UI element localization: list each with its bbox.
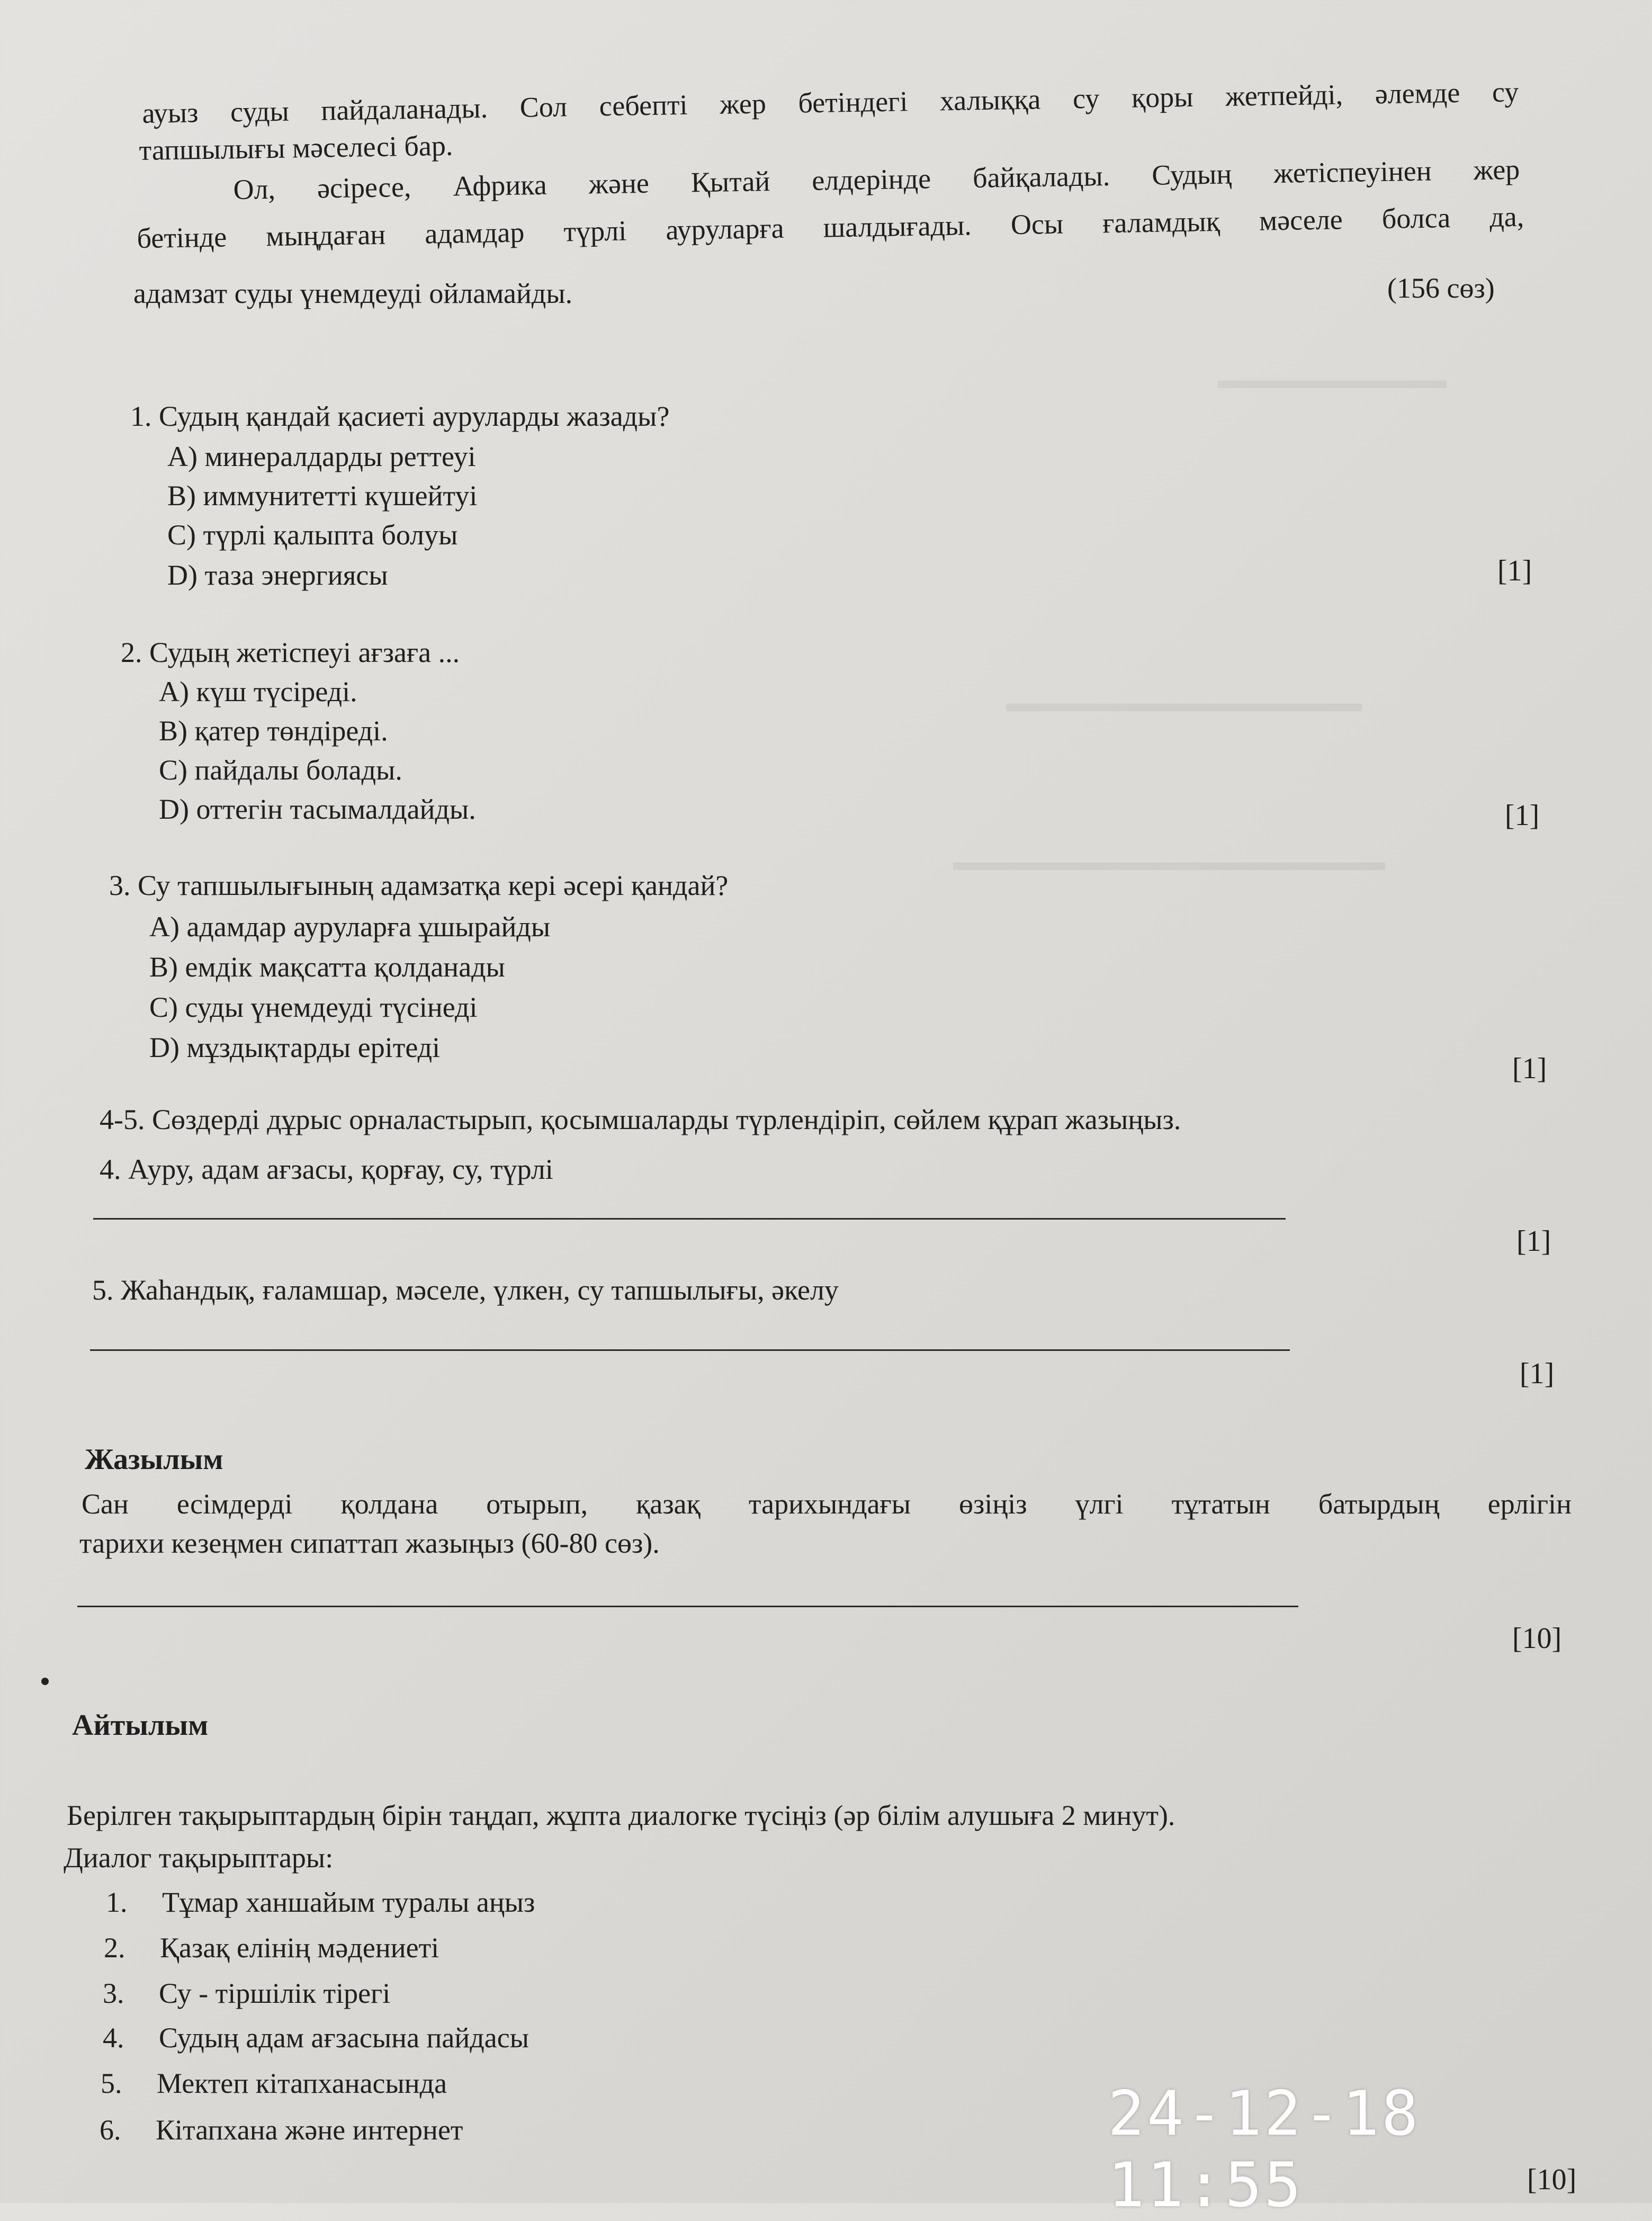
question-prompt: 3. Су тапшылығының адамзатқа кері әсері қандай? [109,870,729,901]
answer-option: A) адамдар ауруларға ұшырайды [149,911,551,943]
topic-item: Кітапхана және интернет [156,2114,463,2146]
topics-label: Диалог тақырыптары: [64,1842,334,1874]
answer-option: B) қатер төндіреді. [159,715,388,747]
answer-option: D) мұздықтарды ерітеді [149,1032,441,1063]
passage-line: бетінде мыңдаған адамдар түрлі ауруларға шалдығады. Осы ғаламдық мәселе болса да, [137,200,1524,254]
topic-item: Су - тіршілік тірегі [159,1977,391,2009]
score-mark: [1] [1516,1225,1551,1258]
topic-number: 4. [103,2022,124,2054]
topic-item: Мектеп кітапханасында [157,2067,447,2099]
word-count: (156 сөз) [1387,272,1495,304]
bleed-through-text: ▬▬▬▬▬▬▬▬▬ [1218,366,1447,394]
answer-option: D) оттегін тасымалдайды. [159,793,476,825]
score-mark: [10] [1527,2163,1577,2196]
bleed-through-text: ▬▬▬▬▬▬▬▬▬▬▬▬▬▬▬▬▬ [953,848,1385,876]
bleed-through-text: ▬▬▬▬▬▬▬▬▬▬▬▬▬▬ [1006,689,1362,717]
score-mark: [1] [1505,799,1540,832]
answer-option: B) емдік мақсатта қолданады [149,951,505,983]
task-4-words: 4. Ауру, адам ағзасы, қорғау, су, түрлі [100,1153,553,1185]
passage-line: тапшылығы мәселесі бар. [139,129,453,166]
bullet-dot [41,1678,49,1685]
passage-line: Ол, әсіресе, Африка және Қытай елдерінде байқалады. Судың жетіспеуінен жер [233,153,1520,205]
topic-number: 1. [106,1886,128,1918]
camera-timestamp: 24-12-18 11:55 [1108,2078,1421,2221]
section-heading: Жазылым [85,1443,223,1476]
question-prompt: 1. Судың қандай қасиеті ауруларды жазады? [130,400,670,432]
section-heading: Айтылым [72,1709,209,1742]
answer-option: C) түрлі қалыпта болуы [167,519,458,551]
passage-line: ауыз суды пайдаланады. Сол себепті жер бетіндегі халыққа су қоры жетпейді, әлемде су [142,76,1519,129]
speaking-instruction: Берілген тақырыптардың бірін таңдап, жұпта диалогке түсіңіз (әр білім алушыға 2 минут). [67,1799,1175,1831]
answer-option: A) күш түсіреді. [159,676,357,708]
topic-item: Тұмар ханшайым туралы аңыз [162,1886,535,1918]
answer-option: B) иммунитетті күшейтуі [167,480,478,512]
answer-option: D) таза энергиясы [167,559,388,591]
passage-line: адамзат суды үнемдеуді ойламайды. [133,277,573,309]
topic-number: 6. [100,2114,121,2146]
topic-item: Судың адам ағзасына пайдасы [159,2022,529,2054]
score-mark: [1] [1497,554,1532,587]
question-prompt: 2. Судың жетіспеуі ағзаға ... [121,637,460,668]
topic-item: Қазақ елінің мәдениеті [160,1932,439,1964]
topic-number: 3. [103,1977,124,2009]
writing-task-line: тарихи кезеңмен сипаттап жазыңыз (60-80 сөз). [79,1527,660,1559]
answer-option: C) пайдалы болады. [159,754,402,786]
answer-option: A) минералдарды реттеуі [167,441,476,472]
topic-number: 5. [101,2067,122,2099]
task-instruction: 4-5. Сөздерді дұрыс орналастырып, қосымшаларды түрлендіріп, сөйлем құрап жазыңыз. [100,1104,1181,1135]
score-mark: [10] [1512,1622,1562,1655]
topic-number: 2. [104,1932,125,1964]
writing-answer-line[interactable] [77,1606,1298,1607]
writing-task-line: Сан есімдерді қолдана отырып, қазақ тарихындағы өзіңіз үлгі тұтатын батырдың ерлігін [82,1488,1572,1520]
score-mark: [1] [1512,1052,1547,1085]
answer-option: C) суды үнемдеуді түсінеді [149,991,478,1023]
answer-line-4[interactable] [93,1218,1286,1220]
task-5-words: 5. Жаһандық, ғаламшар, мәселе, үлкен, су тапшылығы, әкелу [92,1274,839,1306]
score-mark: [1] [1520,1357,1555,1390]
answer-line-5[interactable] [90,1349,1290,1351]
